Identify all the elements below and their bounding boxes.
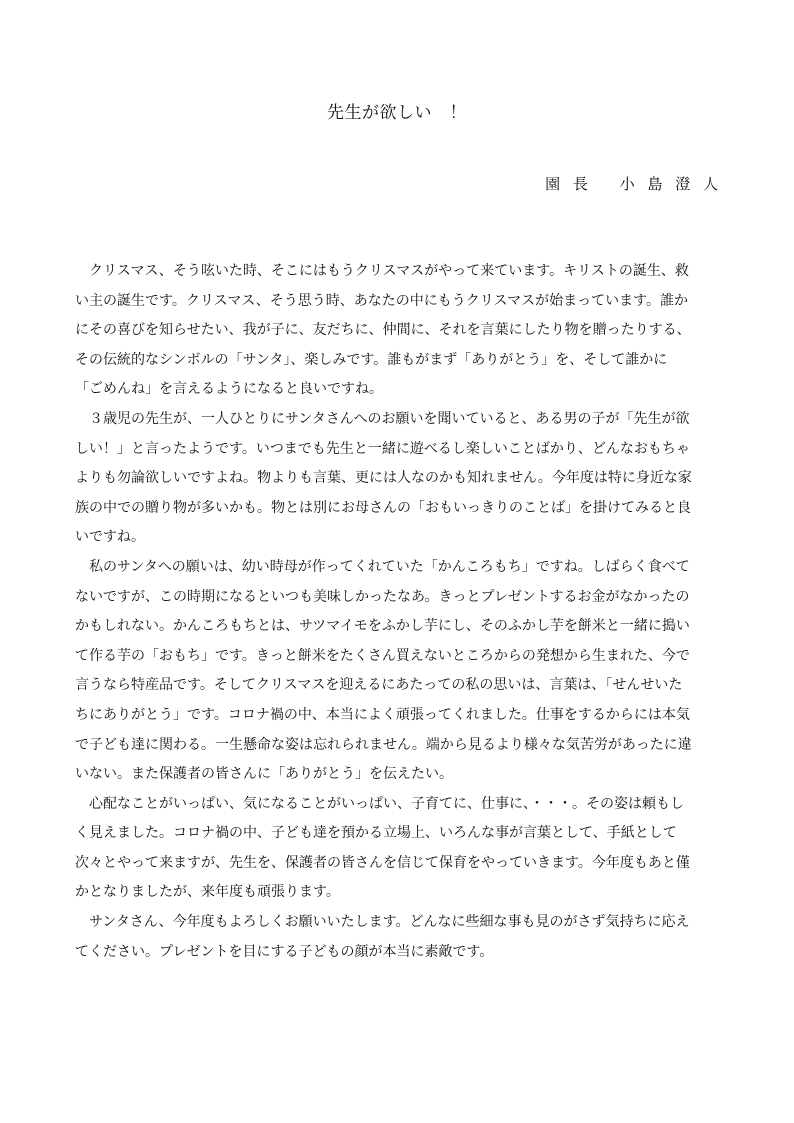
body-line: クリスマス、そう呟いた時、そこにはもうクリスマスがやって来ています。キリストの誕生、救 [75, 263, 689, 279]
body-line: てください。プレゼントを目にする子どもの顔が本当に素敵です。 [75, 943, 494, 960]
body-line: かもしれない。かんころもちとは、サツマイモをふかし芋にし、そのふかし芋を餅米と一緒に搗い [75, 618, 690, 635]
body-line: く見えました。コロナ禍の中、子ども達を預かる立場上、いろんな事が言葉として、手紙として [75, 825, 677, 842]
body-line: かとなりましたが、来年度も頑張ります。 [75, 884, 340, 901]
body-line: い主の誕生です。クリスマス、そう思う時、あなたの中にもうクリスマスが始まっています。誰か [75, 292, 689, 309]
body-line: 心配なことがいっぱい、気になることがいっぱい、子育てに、仕事に、・・・。その姿は頼もし [75, 795, 684, 812]
body-line: て作る芋の「おもち」です。きっと餅米をたくさん買えないところからの発想から生まれた、今で [75, 647, 690, 664]
body-line: しい！」と言ったようです。いつまでも先生と一緒に遊べるし楽しいことばかり、どんなおもちゃ [75, 440, 690, 457]
body-line: ３歳児の先生が、一人ひとりにサンタさんへのお願いを聞いていると、ある男の子が「先生が欲 [75, 410, 690, 427]
body-text [75, 257, 723, 967]
body-line: いない。また保護者の皆さんに「ありがとう」を伝えたい。 [75, 766, 453, 783]
page-title: 先生が欲しい ！ [327, 103, 467, 123]
body-line: いですね。 [75, 529, 145, 546]
author-line: 園 長 小 島 澄 人 [545, 175, 722, 193]
body-line: 私のサンタへの願いは、幼い時母が作ってくれていた「かんころもち」ですね。しばらく食べて [75, 558, 690, 575]
body-line: 次々とやって来ますが、先生を、保護者の皆さんを信じて保育をやっていきます。今年度もあと僅 [75, 854, 690, 871]
body-line: ちにありがとう」です。コロナ禍の中、本当によく頑張ってくれました。仕事をするからには本気 [75, 706, 690, 723]
body-line: 言うなら特産品です。そしてクリスマスを迎えるにあたっての私の思いは、言葉は、「せんせいた [75, 677, 683, 694]
body-line: その伝統的なシンボルの「サンタ」、楽しみです。誰もがまず「ありがとう」を、そして誰かに [75, 351, 668, 368]
body-line: にその喜びを知らせたい、我が子に、友だちに、仲間に、それを言葉にしたり物を贈ったりする、 [75, 322, 691, 339]
body-line: 「ごめんね」を言えるようになると良いですね。 [75, 381, 383, 398]
body-line: ないですが、この時期になるといつも美味しかったなあ。きっとプレゼントするお金がなかったの [75, 588, 690, 605]
body-line: よりも勿論欲しいですよね。物よりも言葉、更には人なのかも知れません。今年度は特に身近な家 [75, 470, 692, 487]
body-line: サンタさん、今年度もよろしくお願いいたします。どんなに些細な事も見のがさず気持ちに応え [75, 914, 690, 931]
body-line: 族の中での贈り物が多いかも。物とは別にお母さんの「おもいっきりのことば」を掛けてみると良 [75, 499, 691, 516]
body-line: で子ども達に関わる。一生懸命な姿は忘れられません。端から見るより様々な気苦労があったに違 [75, 736, 692, 753]
